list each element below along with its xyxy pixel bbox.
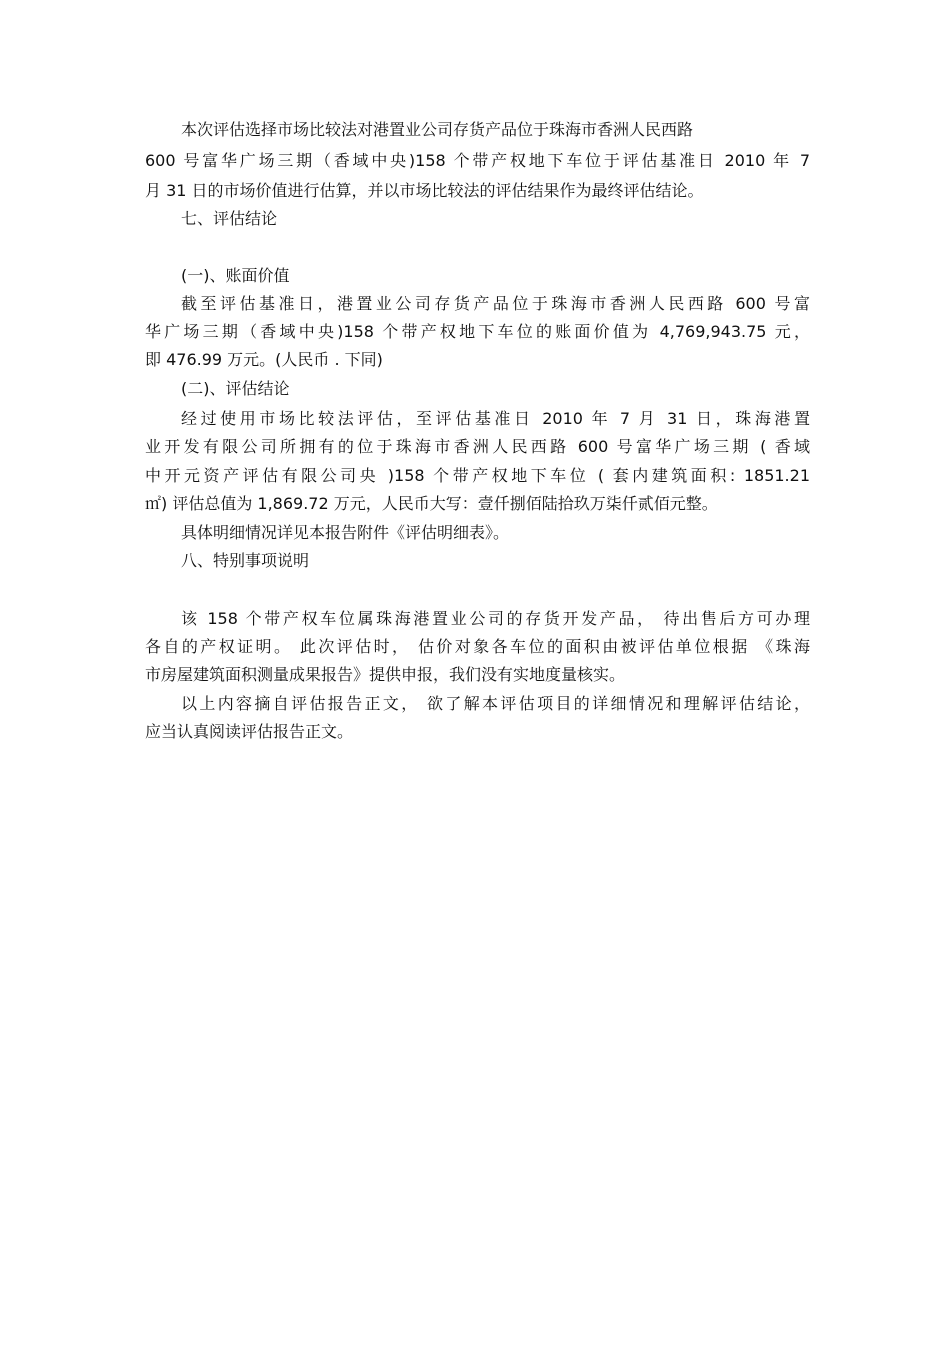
paragraph-line: 应当认真阅读评估报告正文。 <box>145 722 354 741</box>
section-heading: 八、特别事项说明 <box>181 551 310 570</box>
paragraph-line: 业开发有限公司所拥有的位于珠海市香洲人民西路 600 号富华广场三期 ( 香域 <box>145 437 810 456</box>
paragraph-line: 华广场三期（香域中央)158 个带产权地下车位的账面价值为 4,769,943.75 元， <box>145 322 810 341</box>
paragraph-line: 即 476.99 万元。(人民币 . 下同) <box>145 350 383 369</box>
paragraph-line: 截至评估基准日，港置业公司存货产品位于珠海市香洲人民西路 600 号富 <box>181 294 810 313</box>
section-heading: 七、评估结论 <box>181 209 278 228</box>
paragraph-line: 600 号富华广场三期（香域中央)158 个带产权地下车位于评估基准日 2010 年 7 <box>145 151 810 170</box>
paragraph-line: 以上内容摘自评估报告正文， 欲了解本评估项目的详细情况和理解评估结论， <box>181 694 810 713</box>
paragraph-line: 市房屋建筑面积测量成果报告》提供申报，我们没有实地度量核实。 <box>145 665 626 684</box>
paragraph-line: 中开元资产评估有限公司央 )158 个带产权地下车位 ( 套内建筑面积: 1851.21 <box>145 466 810 485</box>
subsection-heading: (一)、账面价值 <box>181 266 290 285</box>
paragraph-line: 经过使用市场比较法评估，至评估基准日 2010 年 7 月 31 日，珠海港置 <box>181 409 810 428</box>
paragraph-line: 月 31 日的市场价值进行估算，并以市场比较法的评估结果作为最终评估结论。 <box>145 181 704 200</box>
paragraph-line: 具体明细情况详见本报告附件《评估明细表》。 <box>181 523 510 542</box>
subsection-heading: (二)、评估结论 <box>181 379 290 398</box>
paragraph-line: 本次评估选择市场比较法对港置业公司存货产品位于珠海市香洲人民西路 <box>181 120 694 139</box>
paragraph-line: ㎡) 评估总值为 1,869.72 万元，人民币大写：壹仟捌佰陆拾玖万柒仟贰佰元整。 <box>145 494 718 513</box>
paragraph-line: 该 158 个带产权车位属珠海港置业公司的存货开发产品， 待出售后方可办理 <box>181 609 810 628</box>
paragraph-line: 各自的产权证明。 此次评估时， 估价对象各车位的面积由被评估单位根据 《珠海 <box>145 637 810 656</box>
